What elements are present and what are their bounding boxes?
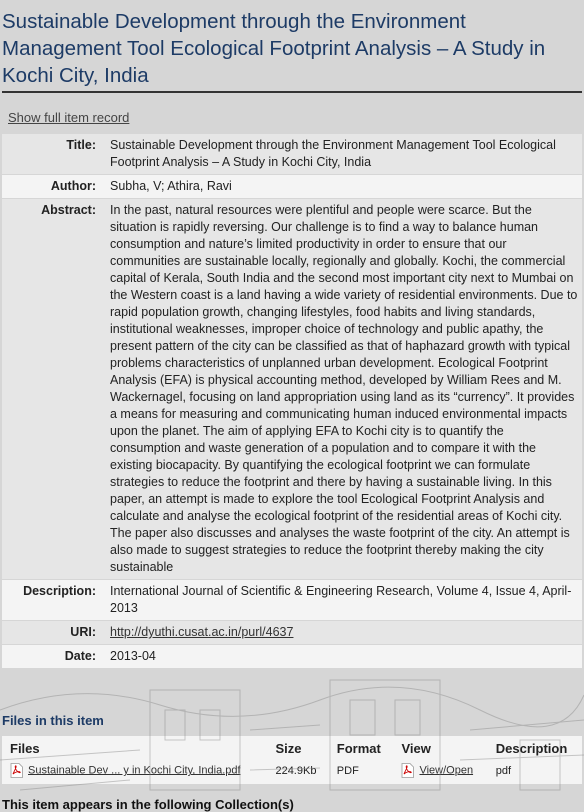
metadata-value-title: Sustainable Development through the Environment Management Tool Ecological Footprint Analysis – A Study in Kochi City, India [106,134,582,174]
file-description: pdf [495,764,512,777]
view-open-link[interactable]: View/Open [419,764,474,777]
column-header-view: View [393,736,487,760]
metadata-label: Author: [2,175,106,198]
metadata-label: Date: [2,645,106,668]
page-title: Sustainable Development through the Environment Management Tool Ecological Footprint Analysis – A Study in Kochi City, India [2,10,546,87]
metadata-label: Abstract: [2,199,106,579]
metadata-value-date: 2013-04 [106,645,582,668]
metadata-value-abstract: In the past, natural resources were plentiful and people were scarce. But the situation is rapidly reversing. Our challenge is to find a way to balance human consumption and nature’s limited productivity in order to ensure that our communities are sustainable locally, regionally and globally. Kochi, the commercial capital of Kerala, South India and the second most important city next to Mumbai on the Western coast is a land having a wide variety of residential environments. Due to rapid population growth, changing lifestyles, food habits and living standards, institutional weaknesses, improper choice of technology and public apathy, the present pattern of the city can be classified as that of haphazard growth with typical problems characteristics of unplanned urban development. Ecological Footprint Analysis (EFA) is physical accounting method, developed by William Rees and M. Wackernagel, focusing on land appropriation using land as its “currency”. It provides a means for measuring and communicating human induced environmental impacts upon the planet. The aim of applying EFA to Kochi city is to quantify the consumption and waste generation of a population and to compare it with the existing biocapacity. By quantifying the ecological footprint we can formulate strategies to reduce the footprint and there by having a sustainable living. In this paper, an attempt is made to explore the tool Ecological Footprint Analysis and calculate and analyse the ecological footprint of the residential areas of Kochi city. The paper also discusses and analyses the waste footprint of the city. An attempt is also made to suggest strategies to reduce the footprint thereby making the city sustainable [106,199,582,579]
background-sketch [0,670,584,800]
show-full-record-link[interactable]: Show full item record [8,110,130,125]
metadata-row-description [2,580,582,620]
metadata-row-uri [2,621,582,644]
column-header-files: Files [2,736,267,760]
file-size: 224.9Kb [275,764,317,777]
metadata-row-abstract [2,199,582,579]
metadata-value-uri [106,621,582,644]
metadata-row-title [2,134,582,174]
files-heading: Files in this item [2,713,104,728]
file-name-link[interactable]: Sustainable Dev ... y in Kochi City, India.pdf [28,764,241,777]
title-divider [2,91,582,93]
collections-heading: This item appears in the following Collection(s) [2,797,294,812]
metadata-label: Title: [2,134,106,174]
metadata-value-description: International Journal of Scientific & Engineering Research, Volume 4, Issue 4, April-2013 [106,580,582,620]
metadata-row-author [2,175,582,198]
column-header-size: Size [267,736,328,760]
column-header-description: Description [488,736,582,760]
uri-link[interactable]: http://dyuthi.cusat.ac.in/purl/4637 [110,625,294,639]
column-header-format: Format [329,736,394,760]
metadata-label: URI: [2,621,106,644]
metadata-row-date [2,645,582,668]
metadata-table [2,133,582,669]
file-format: PDF [336,764,359,777]
metadata-label: Description: [2,580,106,620]
metadata-value-author: Subha, V; Athira, Ravi [106,175,582,198]
